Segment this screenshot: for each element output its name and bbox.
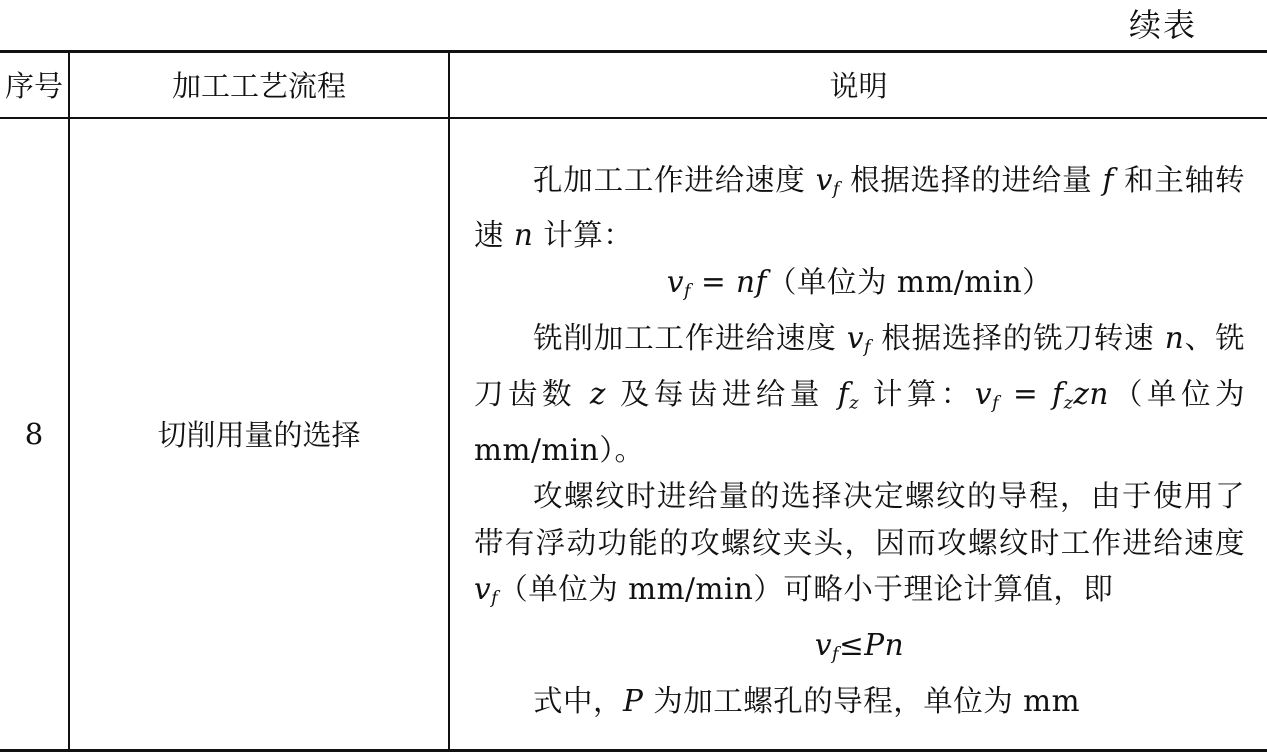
equation-drilling-feed: $v_f = nf$（单位为 mm/min） <box>666 264 1053 302</box>
row-description <box>449 118 1267 751</box>
table-continued-caption: 续表 <box>1128 6 1197 44</box>
row-process: 切削用量的选择 <box>69 118 449 751</box>
table-row <box>0 118 1267 751</box>
header-process: 加工工艺流程 <box>69 52 449 118</box>
table-header-row <box>0 52 1267 118</box>
paragraph-symbol-note: 式中，P 为加工螺孔的导程，单位为 mm <box>533 684 1081 719</box>
paragraph-tapping-feed: 攻螺纹时进给量的选择决定螺纹的导程，由于使用了带有浮动功能的攻螺纹夹头，因而攻螺纹时工作进给速度 $v_f$（单位为 mm/min）可略小于理论计算值，即 <box>474 479 1245 609</box>
header-description: 说明 <box>449 52 1267 118</box>
paragraph-drilling-feed: 孔加工工作进给速度 $v_f$ 根据选择的进给量 f 和主轴转速 n 计算： <box>474 162 1245 253</box>
row-index: 8 <box>0 118 69 751</box>
equation-tapping-feed: $v_f\le Pn$ <box>814 628 905 665</box>
process-table <box>0 50 1267 752</box>
paragraph-milling-feed: 铣削加工工作进给速度 $v_f$ 根据选择的铣刀转速 n、铣刀齿数 z 及每齿进给量 $f_z$ 计算：$v_f = f_zzn$（单位为 mm/min）。 <box>474 320 1245 467</box>
header-index: 序号 <box>0 52 69 118</box>
